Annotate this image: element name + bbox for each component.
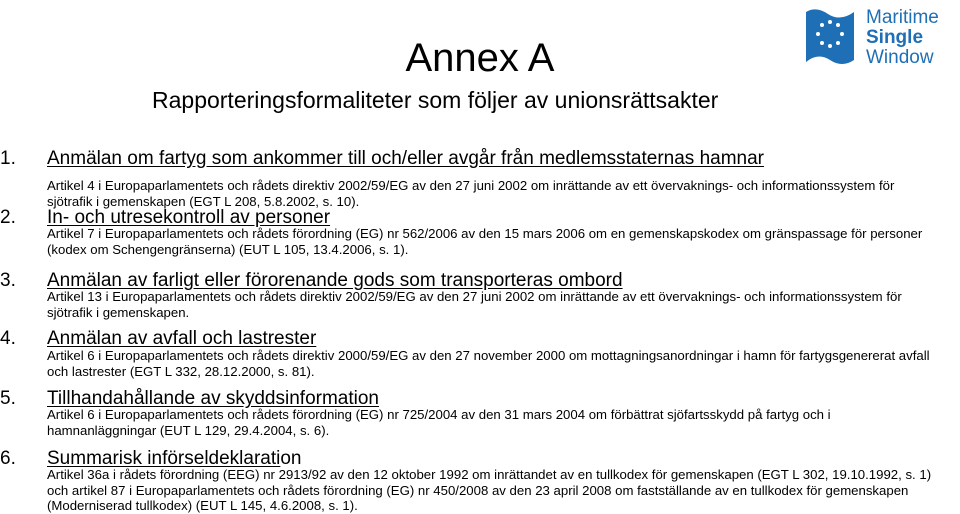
item-text: Artikel 7 i Europaparlamentets och rådets förordning (EG) nr 562/2006 av den 15 mars 2006 om en gemenskapskodex om gränspassage för personer (kodex om Schengengränserna) (EUT L 105, 13.4.2006, s. 1). (47, 226, 923, 257)
item-number: 4. (0, 328, 16, 349)
item-heading: Summarisk införseldeklaration (47, 448, 302, 469)
item-text: Artikel 6 i Europaparlamentets och rådets direktiv 2000/59/EG av den 27 november 2000 om mottagningsanordningar i hamn för fartygsgenererat avfall och lastrester (EGT L 332, 28.12.2000, s. 81). (47, 348, 930, 379)
item-text: Artikel 36a i rådets förordning (EEG) nr 2913/92 av den 12 oktober 1992 om inrättandet av en tullkodex för gemenskapen (EGT L 302, 19.10.1992, s. 1) och artikel 87 i Europaparlamentets och rådets förordning (EG) nr 450/2008 av den 23 april 2008 om fastställande av en tullkodex för gemenskapen (Moderniserad tullkodex) (EUT L 145, 4.6.2008, s. 1). (47, 467, 932, 513)
slide-subtitle: Rapporteringsformaliteter som följer av unionsrättsakter (152, 87, 719, 113)
item-heading: In- och utresekontroll av personer (47, 207, 331, 228)
maritime-single-window-logo (800, 4, 960, 76)
item-number: 6. (0, 448, 16, 469)
logo-line-1: Maritime (866, 7, 939, 28)
item-heading: Anmälan av avfall och lastrester (47, 328, 317, 349)
item-heading: Anmälan om fartyg som ankommer till och/eller avgår från medlemsstaternas hamnar (47, 148, 765, 169)
logo-line-3: Window (866, 47, 934, 68)
item-text: Artikel 4 i Europaparlamentets och rådets direktiv 2002/59/EG av den 27 juni 2002 om inrättande av ett övervaknings- och informationssystem för sjötrafik i gemenskapen (EGT L 208, 5.8.2002, s. 10). (47, 178, 895, 209)
item-heading: Anmälan av farligt eller förorenande gods som transporteras ombord (47, 270, 623, 291)
eu-flag-icon (800, 4, 860, 76)
item-text: Artikel 6 i Europaparlamentets och rådets förordning (EG) nr 725/2004 av den 31 mars 2004 om förbättrat sjöfartsskydd på fartyg och i hamnanläggningar (EUT L 129, 29.4.2004, s. 6). (47, 407, 831, 438)
item-number: 5. (0, 388, 16, 409)
item-heading: Tillhandahållande av skyddsinformation (47, 388, 379, 409)
item-number: 1. (0, 148, 16, 169)
item-number: 2. (0, 207, 16, 228)
slide-title: Annex A (405, 36, 555, 80)
logo-line-2: Single (866, 27, 924, 48)
item-number: 3. (0, 270, 16, 291)
item-text: Artikel 13 i Europaparlamentets och rådets direktiv 2002/59/EG av den 27 juni 2002 om inrättande av ett övervaknings- och informationssystem för sjötrafik i gemenskapen. (47, 289, 902, 320)
